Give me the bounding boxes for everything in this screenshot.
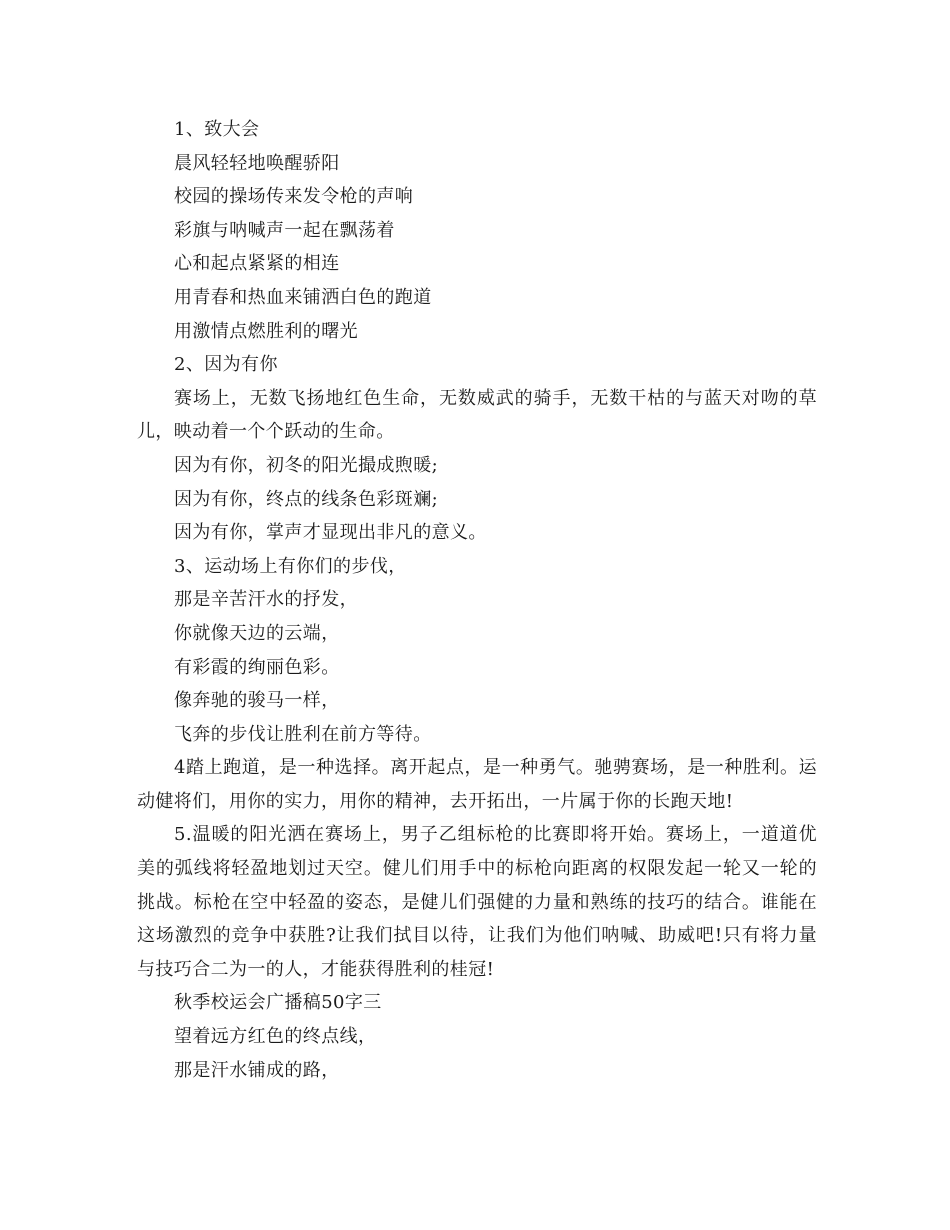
paragraph: 心和起点紧紧的相连	[174, 253, 340, 275]
paragraph: 因为有你，掌声才显现出非凡的意义。	[174, 522, 487, 544]
paragraph: 飞奔的步伐让胜利在前方等待。	[174, 723, 432, 745]
paragraph: 晨风轻轻地唤醒骄阳	[174, 152, 340, 174]
paragraph: 那是辛苦汗水的抒发，	[174, 589, 358, 611]
paragraph: 秋季校运会广播稿50字三	[174, 992, 382, 1014]
paragraph: 3、运动场上有你们的步伐，	[174, 555, 407, 577]
paragraph: 彩旗与呐喊声一起在飘荡着	[174, 219, 395, 241]
paragraph: 1、致大会	[174, 119, 260, 140]
paragraph: 用激情点燃胜利的曙光	[174, 320, 358, 342]
paragraph: 4踏上跑道，是一种选择。离开起点，是一种勇气。驰骋赛场，是一种胜利。运动健将们，用你的实力，用你的精神，去开拓出，一片属于你的长跑天地!	[137, 757, 817, 812]
paragraph: 因为有你，终点的线条色彩斑斓;	[174, 488, 439, 510]
paragraph: 你就像天边的云端，	[174, 622, 340, 644]
paragraph: 赛场上，无数飞扬地红色生命，无数威武的骑手，无数干枯的与蓝天对吻的草儿，映动着一个个跃动的生命。	[137, 387, 817, 443]
paragraph: 望着远方红色的终点线，	[174, 1026, 377, 1048]
paragraph: 有彩霞的绚丽色彩。	[174, 656, 340, 678]
paragraph: 5.温暖的阳光洒在赛场上，男子乙组标枪的比赛即将开始。赛场上，一道道优美的弧线将轻盈地划过天空。健儿们用手中的标枪向距离的权限发起一轮又一轮的挑战。标枪在空中轻盈的姿态，是健儿们强健的力量和熟练的技巧的结合。谁能在这场激烈的竞争中获胜?让我们拭目以待，让我们为他们呐喊、助威吧!只有将力量与技巧合二为一的人，才能获得胜利的桂冠!	[137, 824, 817, 980]
paragraph: 用青春和热血来铺洒白色的跑道	[174, 286, 432, 308]
document-page	[137, 113, 817, 1087]
paragraph: 像奔驰的骏马一样，	[174, 690, 340, 712]
paragraph: 校园的操场传来发令枪的声响	[174, 186, 414, 208]
paragraph: 2、因为有你	[174, 354, 278, 376]
paragraph: 那是汗水铺成的路，	[174, 1059, 340, 1081]
paragraph: 因为有你，初冬的阳光撮成煦暖;	[174, 454, 439, 476]
